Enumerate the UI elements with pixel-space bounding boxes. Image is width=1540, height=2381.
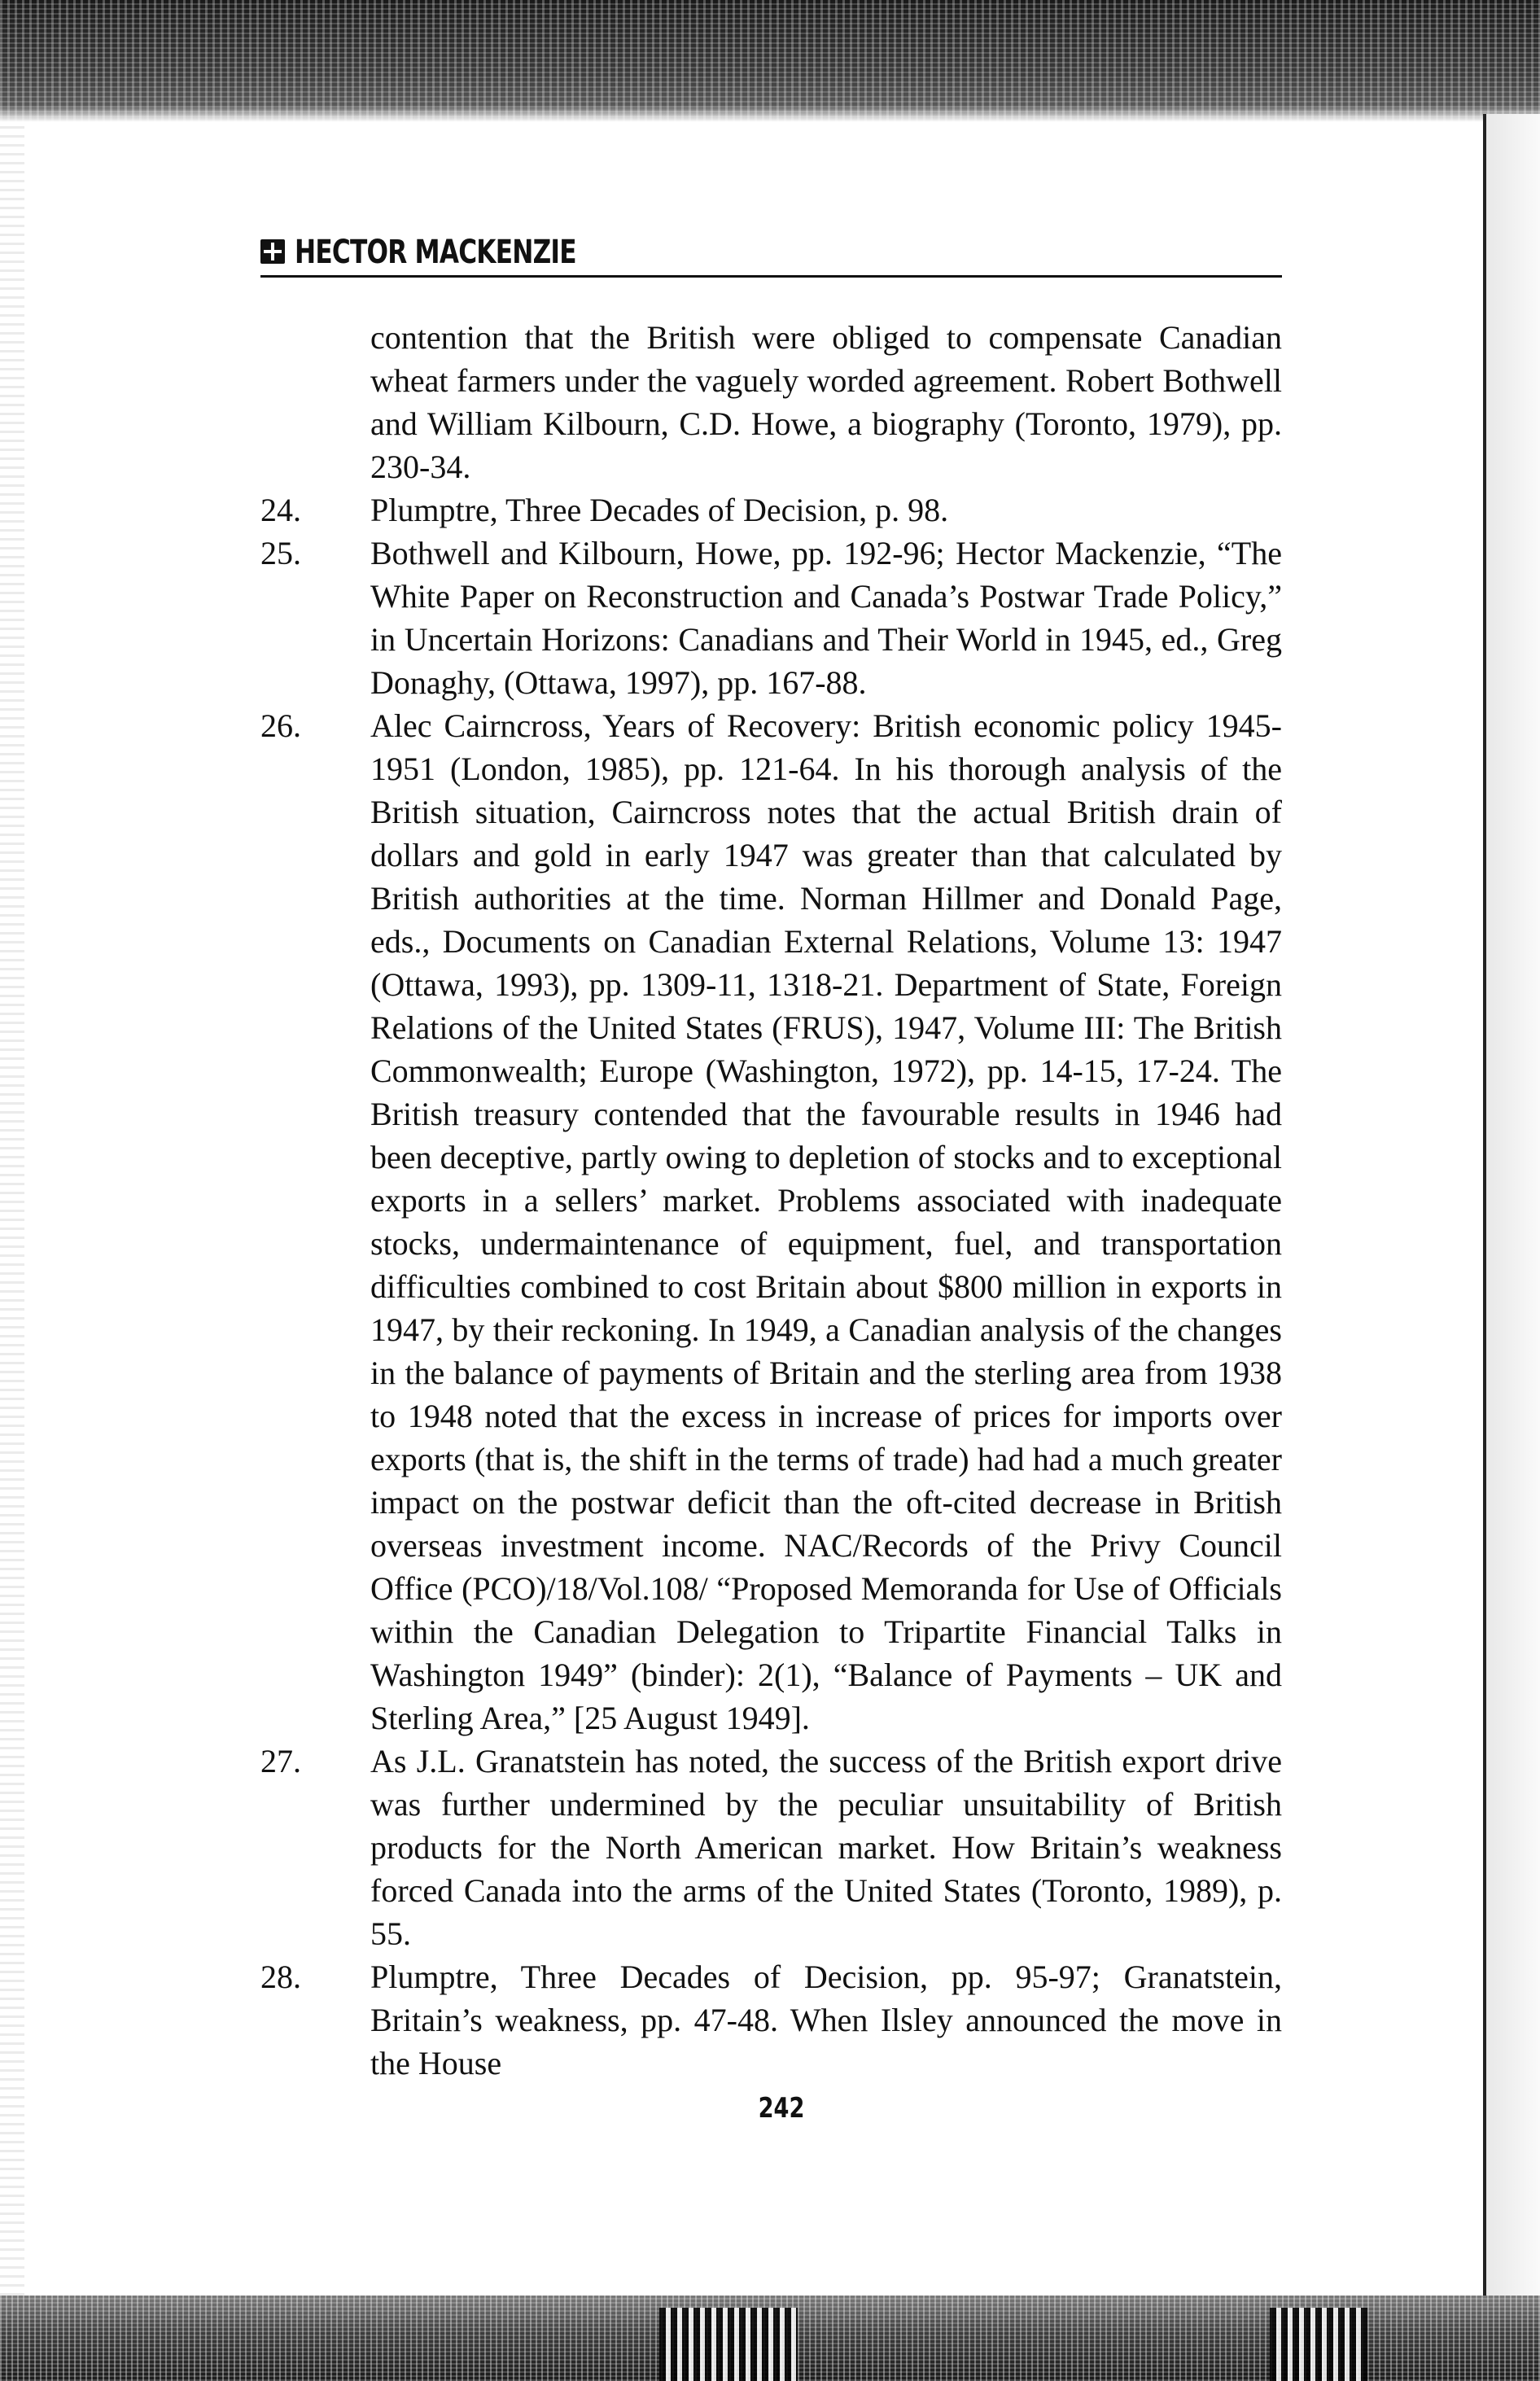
endnote-text: As J.L. Granatstein has noted, the success of the British export drive was further undermined by the peculiar unsuitability of British products for the North American market. How Britain’s weakness forced Canada into the arms of the United States (Toronto, 1989), p. 55. — [370, 1743, 1282, 1952]
page-number: 242 — [758, 2092, 805, 2125]
scan-left-edge — [0, 122, 24, 2296]
endnote-number: 26. — [260, 707, 301, 744]
endnote-28 — [260, 1955, 1282, 2085]
header-ornament-icon — [260, 239, 285, 264]
page-right-edge — [1483, 114, 1486, 2296]
endnote-text: Alec Cairncross, Years of Recovery: British economic policy 1945-1951 (London, 1985), pp. 121-64. In his thorough analysis of the British situation, Cairncross notes that the actual British drain of dollars and gold in early 1947 was greater than that calculated by British authorities at the time. Norman Hillmer and Donald Page, eds., Documents on Canadian External Relations, Volume 13: 1947 (Ottawa, 1993), pp. 1309-11, 1318-21. Department of State, Foreign Relations of the United States (FRUS), 1947, Volume III: The British Commonwealth; Europe (Washington, 1972), pp. 14-15, 17-24. The British treasury contended that the favourable results in 1946 had been deceptive, partly owing to depletion of stocks and to exceptional exports in a sellers’ market. Problems associated with inadequate stocks, undermaintenance of equipment, fuel, and transportation difficulties combined to cost Britain about $800 million in exports in 1947, by their reckoning. In 1949, a Canadian analysis of the changes in the balance of payments of Britain and the sterling area from 1938 to 1948 noted that the excess in increase of prices for imports over exports (that is, the shift in the terms of trade) had had a much greater impact on the postwar deficit than the oft-cited decrease in British overseas investment income. NAC/Records of the Privy Council Office (PCO)/18/Vol.108/ “Proposed Memoranda for Use of Officials within the Canadian Delegation to Tripartite Financial Talks in Washington 1949” (binder): 2(1), “Balance of Payments – UK and Sterling Area,” [25 August 1949]. — [370, 707, 1282, 1736]
scan-bottom-edge — [0, 2296, 1540, 2381]
endnote-26 — [260, 704, 1282, 1740]
running-header — [260, 234, 1282, 278]
endnote-number: 27. — [260, 1743, 301, 1779]
endnote-27 — [260, 1740, 1282, 1955]
endnote-text: contention that the British were obliged to compensate Canadian wheat farmers under the vaguely worded agreement. Robert Bothwell and William Kilbourn, C.D. Howe, a biography (Toronto, 1979), pp. 230-34. — [370, 319, 1282, 485]
scan-artifact — [1270, 2308, 1367, 2381]
endnote-25 — [260, 532, 1282, 704]
running-header-title: HECTOR MACKENZIE — [295, 234, 576, 271]
endnote-text: Plumptre, Three Decades of Decision, p. 98. — [370, 492, 949, 528]
endnote-text: Bothwell and Kilbourn, Howe, pp. 192-96; Hector Mackenzie, “The White Paper on Reconstruction and Canada’s Postwar Trade Policy,” in Uncertain Horizons: Canadians and Their World in 1945, ed., Greg Donaghy, (Ottawa, 1997), pp. 167-88. — [370, 535, 1282, 701]
endnote-number: 25. — [260, 535, 301, 571]
endnote-number: 24. — [260, 492, 301, 528]
endnote-continued — [260, 316, 1282, 488]
endnotes — [260, 316, 1282, 2085]
endnote-text: Plumptre, Three Decades of Decision, pp. 95-97; Granatstein, Britain’s weakness, pp. 47-48. When Ilsley announced the move in the House — [370, 1959, 1282, 2081]
scan-top-edge — [0, 0, 1540, 122]
endnote-number: 28. — [260, 1959, 301, 1995]
scan-right-margin — [1486, 114, 1540, 2296]
endnote-24 — [260, 488, 1282, 532]
scan-artifact — [659, 2308, 798, 2381]
